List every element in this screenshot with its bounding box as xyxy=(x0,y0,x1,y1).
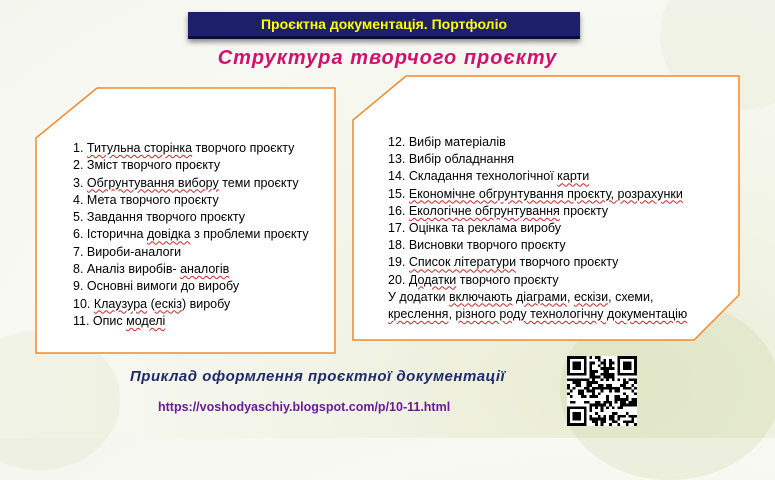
list-item: креслення, різного роду технологічну документацію xyxy=(388,306,688,321)
banner-title: Проєктна документація. Портфоліо xyxy=(260,16,508,32)
list-item: 20. Додатки творчого проєкту xyxy=(388,272,559,287)
list-item: 6. Історична довідка з проблеми проєкту xyxy=(73,227,309,242)
list-item: 7. Вироби-аналоги xyxy=(73,244,182,259)
list-item: 19. Список літератури творчого проєкту xyxy=(388,255,619,270)
list-item: У додатки включають діаграми, ескізи, схеми, xyxy=(388,289,654,304)
list-item: 2. Зміст творчого проєкту xyxy=(73,158,221,173)
list-item: 16. Екологічне обгрунтування проєкту xyxy=(388,203,609,218)
list-item: 9. Основні вимоги до виробу xyxy=(73,279,240,294)
qr-code-icon xyxy=(567,356,637,426)
example-label: Приклад оформлення проєктної документації xyxy=(130,368,506,385)
list-item: 14. Складання технологічної карти xyxy=(388,169,590,184)
left-list xyxy=(73,140,309,330)
list-item: 3. Обгрунтування вибору теми проєкту xyxy=(73,175,299,190)
list-item: 18. Висновки творчого проєкту xyxy=(388,238,566,253)
list-item: 13. Вибір обладнання xyxy=(388,152,515,167)
list-item: 12. Вибір матеріалів xyxy=(388,135,506,149)
list-item: 10. Клаузура (ескіз) виробу xyxy=(73,296,231,311)
list-item: 15. Економічне обгрунтування проєкту, розрахунки xyxy=(388,186,683,201)
list-item: 8. Аналіз виробів- аналогів xyxy=(73,262,230,277)
list-item: 5. Завдання творчого проєкту xyxy=(73,210,245,225)
list-item: 11. Опис моделі xyxy=(73,313,166,328)
example-link[interactable]: https://voshodyaschiy.blogspot.com/p/10-11.html xyxy=(158,400,451,414)
list-item: 17. Оцінка та реклама виробу xyxy=(388,220,562,235)
page-subtitle: Структура творчого проєкту xyxy=(217,47,558,69)
list-item: 4. Мета творчого проєкту xyxy=(73,192,219,207)
list-item: 1. Титульна сторінка творчого проєкту xyxy=(73,141,295,155)
right-list xyxy=(388,134,687,323)
